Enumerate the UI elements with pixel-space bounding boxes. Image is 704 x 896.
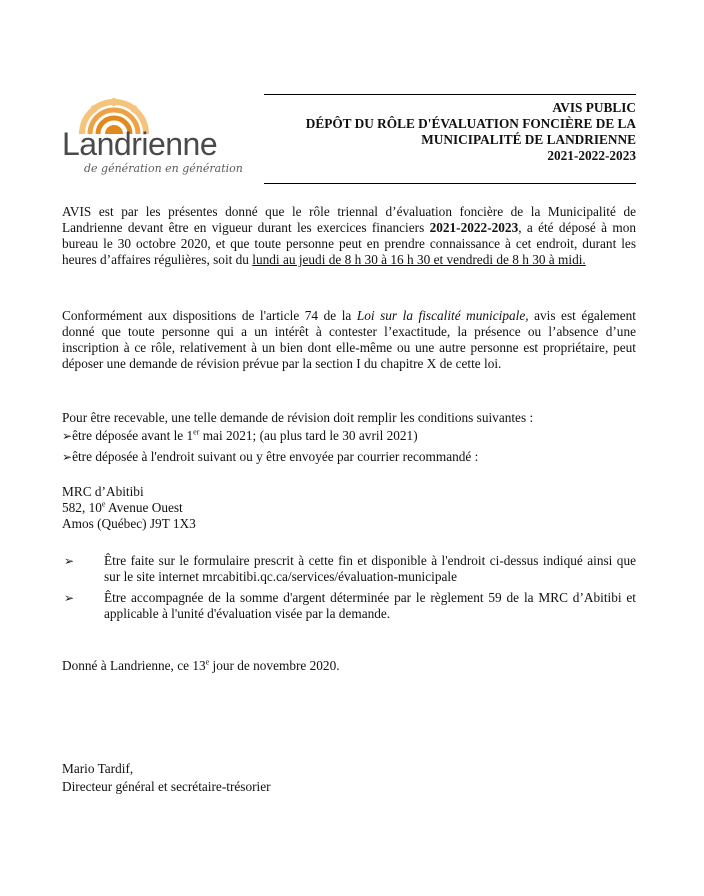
logo-tagline: de génération en génération (84, 162, 243, 175)
notice-header (260, 100, 636, 164)
p2-text-a: Conformément aux dispositions de l'article 74 de la (62, 308, 357, 323)
header-bottom-rule (264, 183, 636, 184)
cond1-text-a: être déposée avant le 1 (72, 428, 194, 443)
p1-hours: lundi au jeudi de 8 h 30 à 16 h 30 et vendredi de 8 h 30 à midi. (252, 252, 586, 267)
address-line-3: Amos (Québec) J9T 1X3 (62, 516, 196, 531)
p1-text-a: AVIS est par les présentes donné que le rôle triennal d’évaluation foncière de la Municipalité de Landrienne devant être en vigueur durant les exercices financiers (62, 204, 636, 235)
address-line-2b: Avenue Ouest (105, 500, 183, 515)
signatory-title: Directeur général et secrétaire-trésorier (62, 779, 271, 794)
given-text-b: jour de novembre 2020. (209, 658, 340, 673)
given-sup: e (205, 657, 210, 667)
arrow-bullet-icon: ➢ (62, 450, 73, 464)
p2-text-b: avis est également donné que toute personne qui a un intérêt à contester l’exactitude, la présence ou l’absence d’une inscription à ce rôle, relativement à un bien dont elle-même ou une autre personne est propriétaire, peut déposer une demande de révision prévue par la section I du chapitre X de cette loi. (62, 308, 636, 371)
header-years: 2021-2022-2023 (547, 148, 636, 163)
p2-law-title: Loi sur la fiscalité municipale, (356, 308, 529, 323)
requirement-item (62, 553, 636, 585)
address-line-2a: 582, 10 (62, 500, 102, 515)
municipality-logo (62, 96, 242, 186)
paragraph-notice (62, 204, 636, 268)
arrow-bullet-icon: ➢ (62, 429, 73, 443)
given-at-line (62, 658, 340, 674)
address-line-1: MRC d’Abitibi (62, 484, 144, 499)
cond1-text-b: mai 2021; (au plus tard le 30 avril 2021) (199, 428, 418, 443)
header-subtitle-1: DÉPÔT DU RÔLE D'ÉVALUATION FONCIÈRE DE LA (305, 116, 636, 131)
cond1-sup: er (193, 427, 200, 437)
arrow-bullet-icon: ➢ (64, 554, 75, 568)
header-subtitle-2: MUNICIPALITÉ DE LANDRIENNE (421, 132, 636, 147)
requirement-item (62, 590, 636, 622)
condition-1 (62, 428, 418, 444)
given-text-a: Donné à Landrienne, ce 13 (62, 658, 206, 673)
header-top-rule (264, 94, 636, 95)
p1-text-b: , a été déposé à mon bureau le 30 octobre 2020, et que toute personne peut en prendre connaissance à cet endroit, durant les heures d’affaires régulières, soit du (62, 220, 637, 267)
conditions-intro: Pour être recevable, une telle demande de révision doit remplir les conditions suivantes : (62, 410, 534, 425)
signatory-name: Mario Tardif, (62, 761, 134, 776)
requirement-text: Être faite sur le formulaire prescrit à cette fin et disponible à l'endroit ci-dessus indiqué ainsi que sur le site internet mrcabitibi.qc.ca/services/évaluation-municipale (104, 553, 636, 584)
header-title: AVIS PUBLIC (552, 100, 636, 115)
cond2-text: être déposée à l'endroit suivant ou y être envoyée par courrier recommandé : (72, 449, 479, 464)
p1-years: 2021-2022-2023 (429, 220, 519, 235)
requirement-text: Être accompagnée de la somme d'argent déterminée par le règlement 59 de la MRC d’Abitibi et applicable à l'unité d'évaluation visée par la demande. (104, 590, 636, 621)
arrow-bullet-icon: ➢ (64, 591, 75, 605)
address-line-2-sup: e (101, 499, 106, 509)
address-line-2 (62, 500, 183, 516)
condition-2 (62, 449, 478, 465)
logo-wordmark: Landrienne (62, 126, 218, 162)
paragraph-law (62, 308, 636, 372)
